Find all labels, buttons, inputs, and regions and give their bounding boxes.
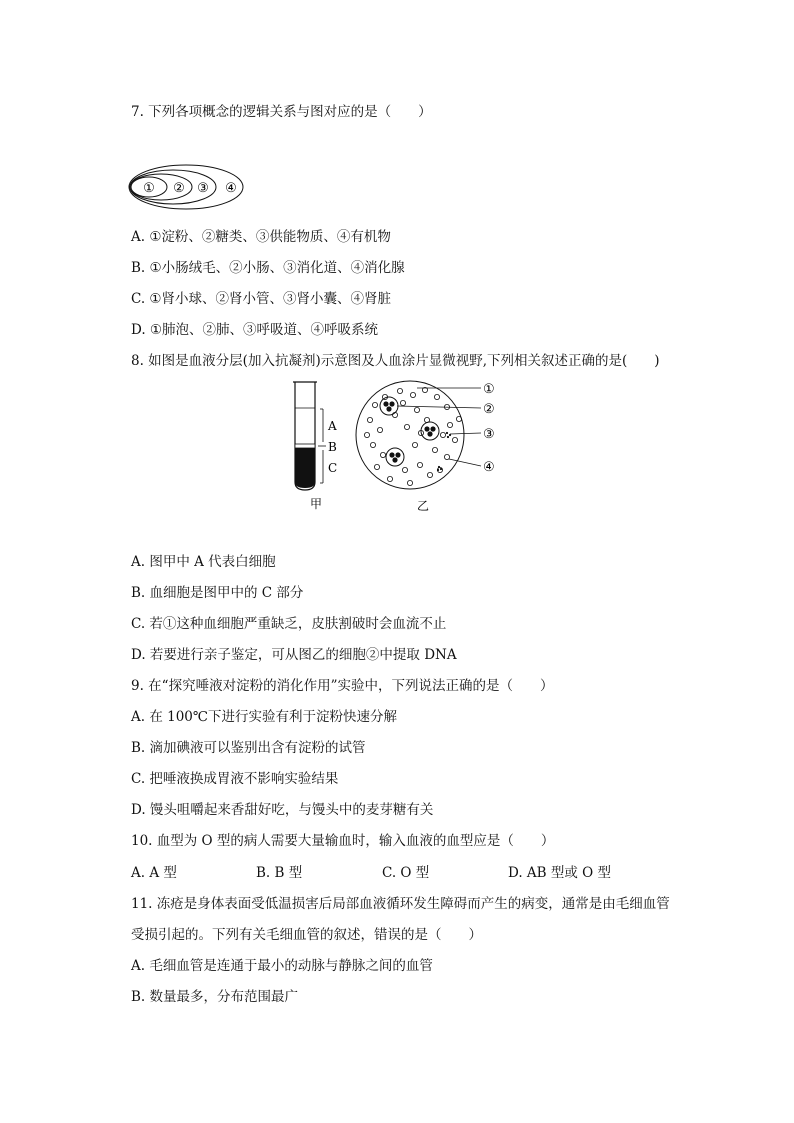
q10-option-b: B. B 型 xyxy=(256,865,303,881)
q9-option-b: B. 滴加碘液可以鉴别出含有淀粉的试管 xyxy=(131,740,366,756)
q11-option-a: A. 毛细血管是连通于最小的动脉与静脉之间的血管 xyxy=(131,958,433,974)
q9-option-d: D. 馒头咀嚼起来香甜好吃，与馒头中的麦芽糖有关 xyxy=(131,802,434,818)
smear-label-1: ① xyxy=(483,382,495,397)
smear-label-2: ② xyxy=(483,402,495,417)
pointer-line-2 xyxy=(397,406,481,408)
microscope-field xyxy=(356,381,464,489)
q11-stem-line1: 11. 冻疮是身体表面受低温损害后局部血液循环发生障碍而产生的病变，通常是由毛细血管 xyxy=(131,896,670,912)
q7-option-b: B. ①小肠绒毛、②小肠、③消化道、④消化腺 xyxy=(131,260,405,276)
buffy-coat-layer xyxy=(295,444,315,448)
smear-caption: 乙 xyxy=(416,499,430,513)
q7-option-d: D. ①肺泡、②肺、③呼吸道、④呼吸系统 xyxy=(131,322,379,338)
ellipse-label-4: ④ xyxy=(225,181,237,196)
red-cell-layer xyxy=(295,448,315,488)
nested-ellipses-diagram xyxy=(128,162,248,212)
q8-option-a: A. 图甲中 A 代表白细胞 xyxy=(131,554,276,570)
q10-option-d: D. AB 型或 O 型 xyxy=(508,865,612,881)
q9-option-c: C. 把唾液换成胃液不影响实验结果 xyxy=(131,771,339,787)
q8-stem: 8. 如图是血液分层(加入抗凝剂)示意图及人血涂片显微视野,下列相关叙述正确的是( ) xyxy=(131,353,660,369)
pointer-line-4 xyxy=(449,459,481,466)
q9-option-a: A. 在 100℃下进行实验有利于淀粉快速分解 xyxy=(131,709,397,725)
q9-stem: 9. 在“探究唾液对淀粉的消化作用”实验中，下列说法正确的是（ ） xyxy=(131,678,554,694)
ellipse-label-2: ② xyxy=(173,181,185,196)
q8-option-b: B. 血细胞是图甲中的 C 部分 xyxy=(131,585,304,601)
q10-option-c: C. O 型 xyxy=(382,865,430,881)
ellipse-label-3: ③ xyxy=(197,181,209,196)
blood-tube-diagram xyxy=(285,378,355,513)
blood-smear-diagram xyxy=(355,375,510,515)
q7-option-a: A. ①淀粉、②糖类、③供能物质、④有机物 xyxy=(131,229,391,245)
q7-stem: 7. 下列各项概念的逻辑关系与图对应的是（ ） xyxy=(131,104,432,120)
ellipse-label-1: ① xyxy=(143,181,155,196)
q8-option-c: C. 若①这种血细胞严重缺乏，皮肤割破时会血流不止 xyxy=(131,616,447,632)
pointer-line-3 xyxy=(450,433,481,434)
q10-option-a: A. A 型 xyxy=(131,865,177,881)
tube-label-a: A xyxy=(328,419,337,433)
q11-option-b: B. 数量最多，分布范围最广 xyxy=(131,989,299,1005)
q11-stem-line2: 受损引起的。下列有关毛细血管的叙述，错误的是（ ） xyxy=(131,927,482,943)
red-blood-cells xyxy=(364,387,461,485)
smear-label-3: ③ xyxy=(483,427,495,442)
tube-label-b: B xyxy=(328,440,337,454)
q10-stem: 10. 血型为 O 型的病人需要大量输血时，输入血液的血型应是（ ） xyxy=(131,833,555,849)
q8-option-d: D. 若要进行亲子鉴定，可从图乙的细胞②中提取 DNA xyxy=(131,647,457,663)
wbc-nuclei xyxy=(383,401,435,462)
q7-option-c: C. ①肾小球、②肾小管、③肾小囊、④肾脏 xyxy=(131,291,392,307)
smear-label-4: ④ xyxy=(483,460,495,475)
tube-label-c: C xyxy=(328,461,338,475)
tube-caption: 甲 xyxy=(309,497,323,511)
